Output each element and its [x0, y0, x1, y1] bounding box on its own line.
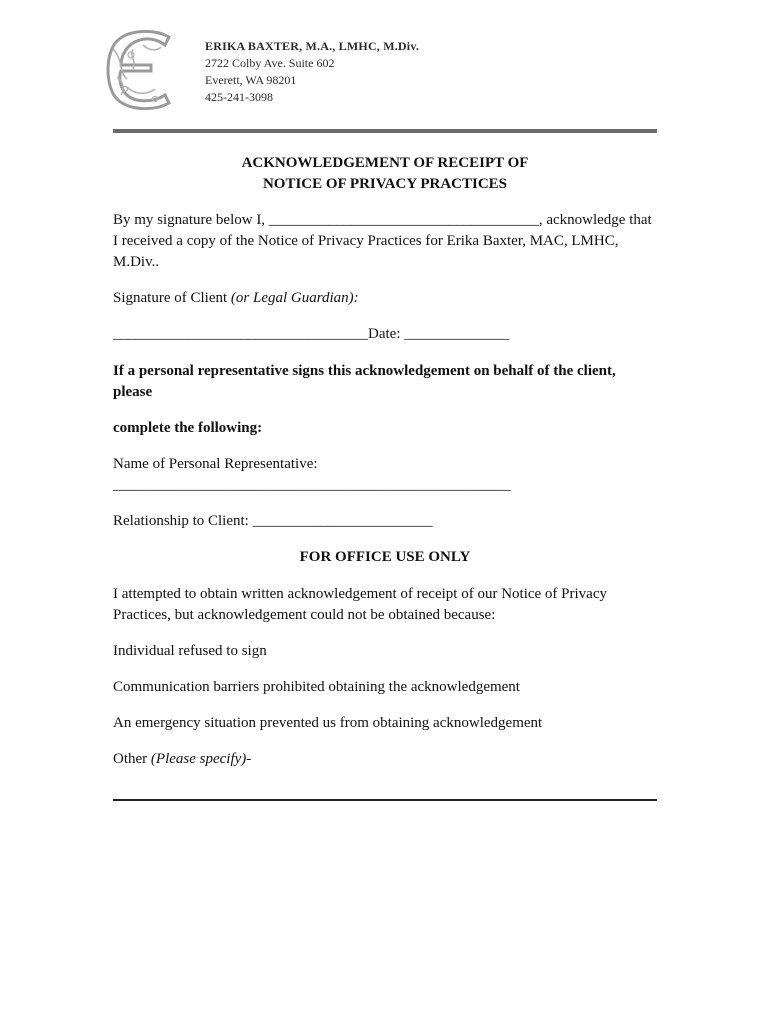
reason-emergency: An emergency situation prevented us from obtaining acknowledgement — [113, 715, 543, 731]
phone-number: 425-241-3098 — [205, 90, 273, 104]
relationship-line — [113, 511, 653, 532]
practitioner-name: ERIKA BAXTER, M.A., LMHC, M.Div. — [205, 39, 420, 53]
address-line-2: Everett, WA 98201 — [205, 73, 297, 87]
signature-line — [113, 324, 653, 345]
relationship-label: Relationship to Client: — [113, 513, 253, 529]
ornamental-letter-e-logo-icon — [103, 29, 181, 111]
relationship-blank[interactable]: ________________________ — [252, 513, 433, 529]
reason-refused: Individual refused to sign — [113, 643, 267, 659]
office-use-heading: FOR OFFICE USE ONLY — [299, 549, 471, 565]
letterhead — [205, 38, 419, 106]
letterhead-divider — [113, 129, 657, 133]
signature-label-text: Signature of Client — [113, 290, 231, 306]
client-name-blank[interactable]: ____________________________________, — [268, 212, 543, 228]
signature-label — [113, 288, 653, 309]
address-line-1: 2722 Colby Ave. Suite 602 — [205, 56, 335, 70]
signature-label-italic: (or Legal Guardian): — [230, 290, 359, 306]
acknowledgement-prefix: By my signature below I, — [113, 212, 269, 228]
representative-name-block — [113, 454, 653, 496]
office-use-statement: I attempted to obtain written acknowledgement of receipt of our Notice of Privacy Practices, but acknowledgement could not be obtained because: — [113, 586, 607, 623]
representative-name-label: Name of Personal Representative: — [113, 456, 318, 472]
title-line-1: ACKNOWLEDGEMENT OF RECEIPT OF — [241, 155, 529, 171]
representative-name-blank[interactable]: _____________________________________________________ — [113, 477, 511, 493]
date-blank[interactable]: ______________ — [404, 326, 510, 342]
reason-communication-barriers: Communication barriers prohibited obtaining the acknowledgement — [113, 679, 520, 695]
signature-blank[interactable]: __________________________________ — [113, 326, 368, 342]
representative-instruction: If a personal representative signs this acknowledgement on behalf of the client, please — [113, 363, 616, 400]
acknowledgement-text: acknowledge that I received a copy of the Notice of Privacy Practices for Erika Baxter, MAC, LMHC, M.Div.. — [113, 212, 652, 270]
acknowledgement-paragraph — [113, 210, 653, 273]
date-label: Date: — [368, 326, 405, 342]
document-title — [113, 153, 657, 195]
other-specify: (Please specify)- — [150, 751, 252, 767]
title-line-2: NOTICE OF PRIVACY PRACTICES — [262, 176, 508, 192]
representative-instruction-continued: complete the following: — [113, 420, 263, 436]
other-specify-line[interactable] — [113, 799, 657, 801]
reason-other — [113, 749, 653, 770]
other-label: Other — [113, 751, 151, 767]
